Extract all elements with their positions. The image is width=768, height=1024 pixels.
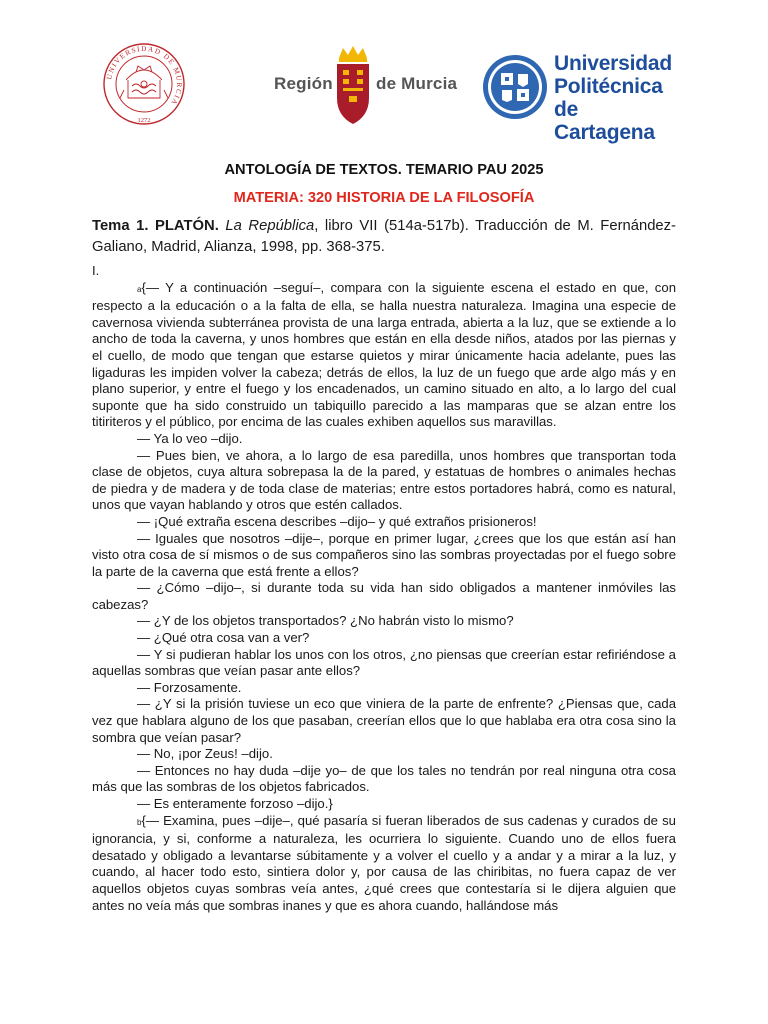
- paragraph-text: — Y si pudieran hablar los unos con los otros, ¿no piensas que creerían estar refiriéndose a aquellas sombras que veían pasar ante ellos?: [92, 646, 676, 679]
- paragraph-text: {— Examina, pues –dije–, qué pasaría si fueran liberados de sus cadenas y curados de su ignorancia, y si, conforme a naturaleza, les ocurriera lo siguiente. Cuando uno de ellos fuera desatado y obligado a levantarse súbitamente y a volver el cuello y a andar y a mirar a la luz, y cuando, al hacer todo esto, sintiera dolor y, por causa de las chiribitas, no fuera capaz de ver aquellos objetos cuyas sombras veía antes, ¿qué crees que contestaría si le dijera alguien que antes no veía más que sombras inanes y que es ahora cuando, hallándose más: [92, 812, 676, 913]
- upct-emblem-icon: [482, 54, 548, 120]
- document-subject: MATERIA: 320 HISTORIA DE LA FILOSOFÍA: [233, 190, 535, 206]
- paragraph-marker: a: [137, 284, 142, 294]
- paragraph: [92, 630, 676, 647]
- paragraph: [92, 796, 676, 813]
- region-murcia-word-left: Región: [274, 74, 333, 93]
- paragraph: [92, 813, 676, 915]
- paragraph: [92, 580, 676, 613]
- paragraph-text: — ¿Y si la prisión tuviese un eco que viniera de la parte de enfrente? ¿Piensas que, cada vez que hablara alguno de los que pasaban, creerían ellos que lo que hablaba era otra cosa sino la sombra que veían pasar?: [92, 696, 676, 745]
- upct-line-3: de Cartagena: [554, 98, 655, 144]
- paragraph-text: — Pues bien, ve ahora, a lo largo de esa paredilla, unos hombres que transportan toda clase de objetos, cuya altura sobrepasa la de la pared, y estatuas de hombres o animales hechas de piedra y de madera y de toda clase de materias; entre estos portadores habrá, como es natural, unos que vayan hablando y otros que estén callados.: [92, 447, 676, 513]
- upct-wordmark: [554, 52, 682, 144]
- paragraph-text: — Forzosamente.: [137, 679, 242, 695]
- paragraph-text: — ¿Cómo –dijo–, si durante toda su vida han sido obligados a mantener inmóviles las cabezas?: [92, 580, 676, 612]
- svg-text:1272: 1272: [137, 117, 151, 124]
- upct-logo: [482, 52, 682, 144]
- paragraph: [92, 746, 676, 763]
- paragraph: [92, 431, 676, 448]
- paragraph: [92, 448, 676, 514]
- paragraph: [92, 613, 676, 630]
- upct-line-2: Politécnica: [554, 75, 663, 98]
- paragraph: [92, 647, 676, 680]
- topic-reference: , libro VII (514a-517b). Traducción de M. Fernández-Galiano, Madrid, Alianza, 1998, pp. 368-375.: [92, 218, 676, 255]
- document-title: ANTOLOGÍA DE TEXTOS. TEMARIO PAU 2025: [224, 162, 544, 178]
- paragraph-text: — ¡Qué extraña escena describes –dijo– y qué extraños prisioneros!: [137, 513, 537, 529]
- paragraph-text: — Iguales que nosotros –dije–, porque en primer lugar, ¿crees que los que están así han visto otra cosa de sí mismos o de sus compañeros sino las sombras proyectadas por el fuego sobre la parte de la caverna que está frente a ellos?: [92, 530, 676, 579]
- paragraph-text: — Ya lo veo –dijo.: [137, 430, 243, 446]
- region-murcia-shield-icon: [334, 46, 372, 126]
- paragraph-marker: b: [137, 817, 142, 827]
- topic-heading: [92, 216, 676, 258]
- header-logos: [0, 40, 768, 144]
- region-murcia-logo: [272, 46, 462, 126]
- paragraph: [92, 280, 676, 431]
- paragraph-text: — No, ¡por Zeus! –dijo.: [137, 746, 273, 762]
- universidad-murcia-seal-icon: [102, 42, 186, 126]
- paragraph: [92, 680, 676, 697]
- upct-line-1: Universidad: [554, 52, 673, 75]
- svg-text:UNIVERSIDAD DE MURCIA: UNIVERSIDAD DE MURCIA: [105, 44, 184, 107]
- topic-label: Tema 1. PLATÓN.: [92, 218, 219, 234]
- text-body: [92, 263, 676, 914]
- section-number: I.: [92, 263, 100, 278]
- paragraph: [92, 696, 676, 746]
- paragraph: [92, 531, 676, 581]
- paragraph-text: — Entonces no hay duda –dije yo– de que los tales no tendrán por real ninguna otra cosa más que las sombras de los objetos fabricados.: [92, 762, 676, 795]
- paragraph: [92, 514, 676, 531]
- paragraph-text: — Es enteramente forzoso –dijo.}: [137, 796, 333, 811]
- topic-work-title: La República: [225, 218, 315, 234]
- paragraph-text: {— Y a continuación –seguí–, compara con la siguiente escena el estado en que, con respecto a la educación o a la falta de ella, se halla nuestra naturaleza. Imagina una especie de cavernosa vivienda subterránea provista de una larga entrada, abierta a la luz, que se extiende a lo ancho de toda la caverna, y unos hombres que están en ella desde niños, atados por las piernas y el cuello, de modo que tengan que estarse quietos y mirar únicamente hacia adelante, pues las ligaduras les impiden volver la cabeza; detrás de ellos, la luz de un fuego que arde algo más y en plano superior, y entre el fuego y los encadenados, un camino situado en alto, a lo largo del cual suponte que ha sido construido un tabiquillo parecido a las mamparas que se alzan entre los titiriteros y el público, por encima de las cuales exhiben aquellos sus maravillas.: [92, 279, 676, 430]
- paragraph: [92, 763, 676, 796]
- paragraph-text: — ¿Y de los objetos transportados? ¿No habrán visto lo mismo?: [137, 613, 514, 629]
- paragraph-text: — ¿Qué otra cosa van a ver?: [137, 630, 310, 646]
- universidad-murcia-logo: [102, 42, 186, 126]
- region-murcia-word-right: de Murcia: [376, 74, 458, 93]
